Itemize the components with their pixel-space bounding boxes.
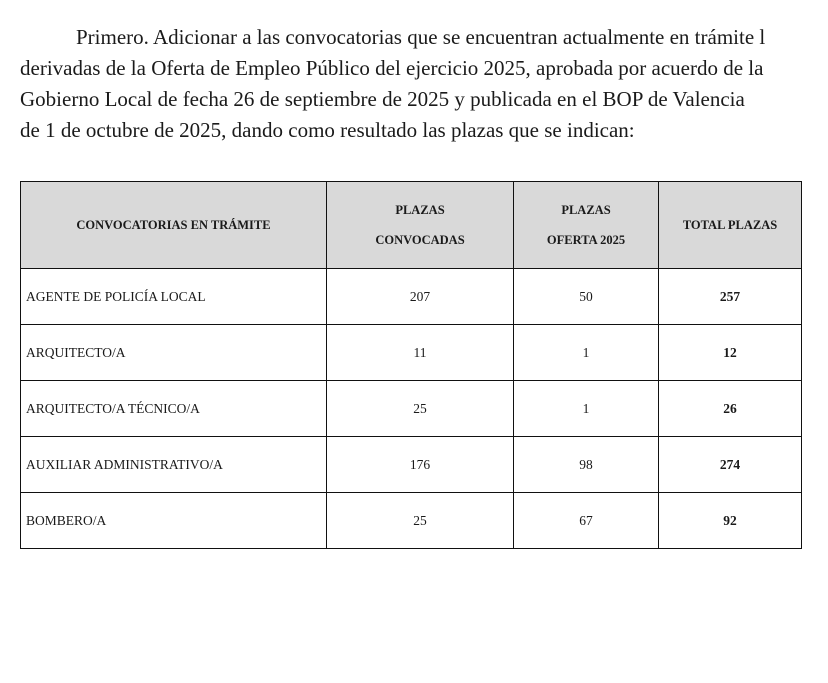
header-plazas-convocadas-line2: CONVOCADAS [375, 233, 465, 247]
header-total-plazas-label: TOTAL PLAZAS [682, 218, 778, 232]
row-convocadas: 25 [327, 493, 514, 549]
row-total: 92 [659, 493, 802, 549]
table-row [21, 381, 802, 437]
table-row [21, 437, 802, 493]
table-row [21, 325, 802, 381]
row-name: AUXILIAR ADMINISTRATIVO/A [21, 437, 327, 493]
row-name: BOMBERO/A [21, 493, 327, 549]
row-oferta: 98 [514, 437, 659, 493]
row-name: AGENTE DE POLICÍA LOCAL [21, 269, 327, 325]
row-total: 257 [659, 269, 802, 325]
header-plazas-oferta-line1: PLAZAS [561, 203, 611, 217]
paragraph-line: de 1 de octubre de 2025, dando como resultado las plazas que se indican: [20, 118, 635, 142]
row-oferta: 1 [514, 325, 659, 381]
resolution-paragraph [20, 22, 828, 146]
header-plazas-convocadas-line1: PLAZAS [395, 203, 445, 217]
row-total: 12 [659, 325, 802, 381]
header-plazas-oferta-line2: OFERTA 2025 [546, 233, 626, 247]
header-convocatorias-label: CONVOCATORIAS EN TRÁMITE [76, 218, 271, 232]
header-convocatorias [21, 182, 327, 269]
row-oferta: 67 [514, 493, 659, 549]
row-convocadas: 176 [327, 437, 514, 493]
plazas-table [20, 181, 802, 549]
header-total-plazas [659, 182, 802, 269]
table-row [21, 269, 802, 325]
row-name: ARQUITECTO/A [21, 325, 327, 381]
paragraph-line: Primero. Adicionar a las convocatorias que se encuentran actualmente en trámite l [76, 25, 766, 49]
paragraph-line: derivadas de la Oferta de Empleo Público del ejercicio 2025, aprobada por acuerdo de la [20, 56, 764, 80]
header-plazas-oferta [514, 182, 659, 269]
row-convocadas: 207 [327, 269, 514, 325]
row-oferta: 50 [514, 269, 659, 325]
table-row [21, 493, 802, 549]
paragraph-line: Gobierno Local de fecha 26 de septiembre de 2025 y publicada en el BOP de Valencia [20, 87, 745, 111]
row-convocadas: 25 [327, 381, 514, 437]
row-total: 274 [659, 437, 802, 493]
row-name: ARQUITECTO/A TÉCNICO/A [21, 381, 327, 437]
row-oferta: 1 [514, 381, 659, 437]
table-header-row [21, 182, 802, 269]
row-total: 26 [659, 381, 802, 437]
header-plazas-convocadas [327, 182, 514, 269]
row-convocadas: 11 [327, 325, 514, 381]
